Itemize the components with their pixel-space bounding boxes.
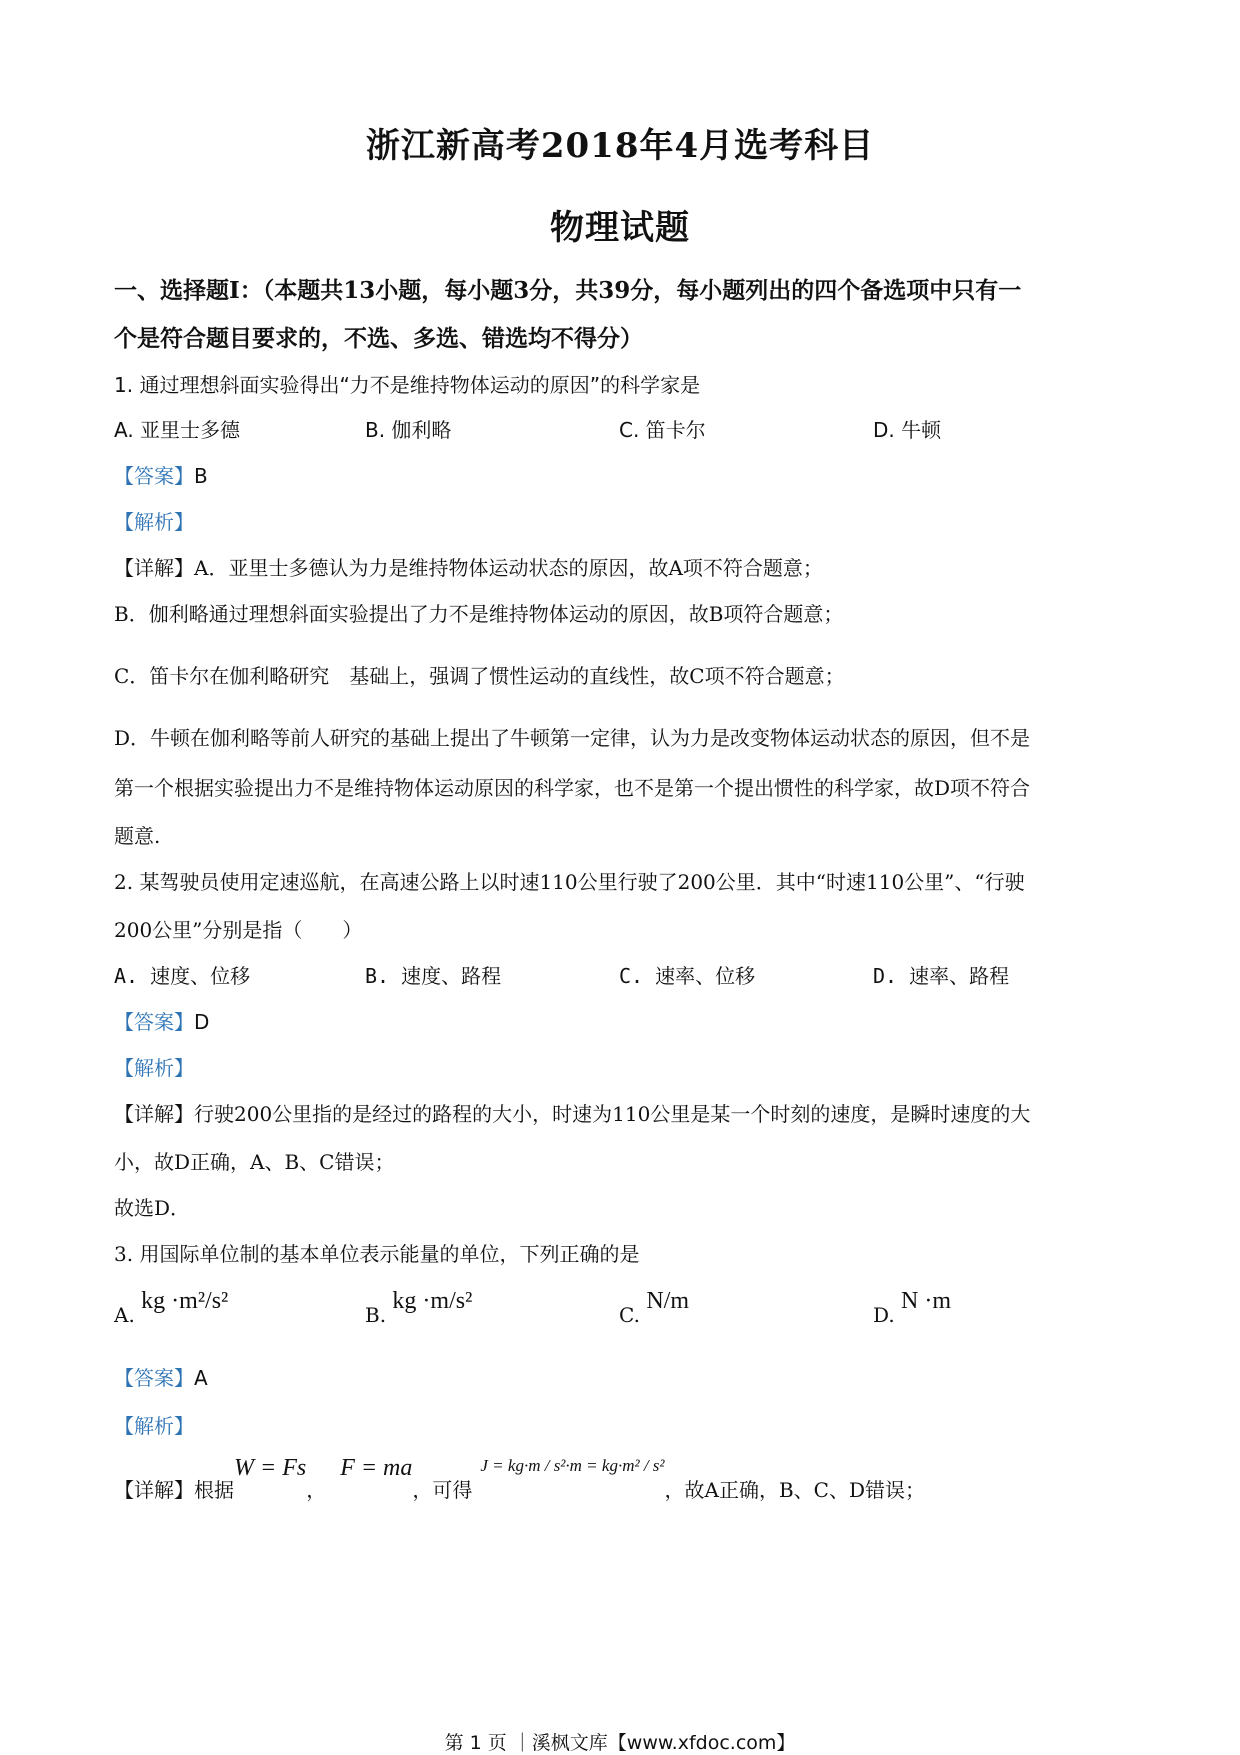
q1-option-d: D. 牛顿 bbox=[873, 418, 942, 442]
q3-detail: 【详解】根据W = Fs，F = ma，可得$^{J = kg\cdot m / s^2\cdot m = kg\cdot m^2 / s^2}$，故A正确，B、C、D错误； bbox=[114, 1455, 925, 1502]
q2-option-c: C. 速率、位移 bbox=[619, 964, 756, 988]
q1-detail-line-3: C．笛卡尔在伽利略研究 基础上，强调了惯性运动的直线性，故C项不符合题意； bbox=[114, 664, 845, 688]
q3-option-b: B. kg ·m/s² bbox=[365, 1288, 473, 1327]
q3-option-a: A. kg ·m²/s² bbox=[114, 1288, 229, 1327]
q1-detail-line-4: D．牛顿在伽利略等前人研究的基础上提出了牛顿第一定律，认为力是改变物体运动状态的原因，但不是 bbox=[114, 726, 1031, 750]
q3-option-c-formula: N/m bbox=[646, 1288, 689, 1314]
q2-option-b: B. 速度、路程 bbox=[365, 964, 502, 988]
answer-label: 【答案】 bbox=[114, 464, 194, 488]
section-header-line-1: 一、选择题Ⅰ：（本题共13小题，每小题3分，共39分，每小题列出的四个备选项中只有一 bbox=[114, 277, 1022, 304]
q2-answer-value: D bbox=[194, 1010, 210, 1034]
q2-stem-line-2: 200公里”分别是指（ ） bbox=[114, 918, 363, 942]
q2-option-a: A. 速度、位移 bbox=[114, 964, 251, 988]
q3-formula-work: W = Fs bbox=[234, 1455, 307, 1481]
q3-answer bbox=[114, 1362, 208, 1391]
q3-stem: 3. 用国际单位制的基本单位表示能量的单位，下列正确的是 bbox=[114, 1242, 640, 1266]
q2-stem-line-1: 2. 某驾驶员使用定速巡航，在高速公路上以时速110公里行驶了200公里．其中“时速110公里”、“行驶 bbox=[114, 870, 1025, 894]
q3-option-b-formula: kg ·m/s² bbox=[392, 1288, 473, 1314]
detail-label: 【详解】 bbox=[114, 556, 194, 580]
analysis-label: 【解析】 bbox=[114, 1414, 194, 1438]
q2-option-d: D. 速率、路程 bbox=[873, 964, 1010, 988]
q3-formula-units: J = kg·m / s²·m = kg·m² / s² bbox=[480, 1456, 665, 1475]
q1-answer bbox=[114, 460, 208, 489]
page-footer: 第 1 页 ｜溪枫文库【www.xfdoc.com】 bbox=[444, 1732, 796, 1754]
q3-analysis bbox=[114, 1410, 194, 1439]
q1-detail-line-5: 第一个根据实验提出力不是维持物体运动原因的科学家，也不是第一个提出惯性的科学家，故D项不符合 bbox=[114, 776, 1031, 800]
q2-detail-line-1: 【详解】行驶200公里指的是经过的路程的大小，时速为110公里是某一个时刻的速度，是瞬时速度的大 bbox=[114, 1102, 1031, 1126]
q1-stem: 1. 通过理想斜面实验得出“力不是维持物体运动的原因”的科学家是 bbox=[114, 373, 701, 397]
analysis-label: 【解析】 bbox=[114, 510, 194, 534]
q2-analysis bbox=[114, 1052, 194, 1081]
q1-detail-line-1: 【详解】A．亚里士多德认为力是维持物体运动状态的原因，故A项不符合题意； bbox=[114, 556, 823, 580]
detail-label: 【详解】 bbox=[114, 1478, 194, 1502]
q1-detail-line-6: 题意. bbox=[114, 824, 161, 848]
analysis-label: 【解析】 bbox=[114, 1056, 194, 1080]
q2-detail-line-3: 故选D． bbox=[114, 1196, 191, 1220]
q3-formula-newton: F = ma bbox=[340, 1455, 413, 1481]
answer-label: 【答案】 bbox=[114, 1366, 194, 1390]
q3-option-d-formula: N ·m bbox=[901, 1288, 952, 1314]
document-title: 浙江新高考2018年4月选考科目 bbox=[365, 126, 875, 166]
q2-answer bbox=[114, 1006, 209, 1035]
q1-analysis bbox=[114, 506, 194, 535]
q3-option-c: C. N/m bbox=[619, 1288, 689, 1327]
q2-detail-line-2: 小，故D正确，A、B、C错误； bbox=[114, 1150, 395, 1174]
q1-detail-line-2: B．伽利略通过理想斜面实验提出了力不是维持物体运动的原因，故B项符合题意； bbox=[114, 602, 844, 626]
answer-label: 【答案】 bbox=[114, 1010, 194, 1034]
q3-option-a-formula: kg ·m²/s² bbox=[141, 1288, 229, 1314]
q3-answer-value: A bbox=[194, 1366, 208, 1390]
detail-label: 【详解】 bbox=[114, 1102, 194, 1126]
document-subtitle: 物理试题 bbox=[550, 208, 690, 248]
q1-option-c: C. 笛卡尔 bbox=[619, 418, 706, 442]
q1-answer-value: B bbox=[194, 464, 208, 488]
q1-option-b: B. 伽利略 bbox=[365, 418, 452, 442]
section-header-line-2: 个是符合题目要求的，不选、多选、错选均不得分） bbox=[114, 325, 643, 352]
q3-option-d: D. N ·m bbox=[873, 1288, 952, 1327]
q1-option-a: A. 亚里士多德 bbox=[114, 418, 241, 442]
